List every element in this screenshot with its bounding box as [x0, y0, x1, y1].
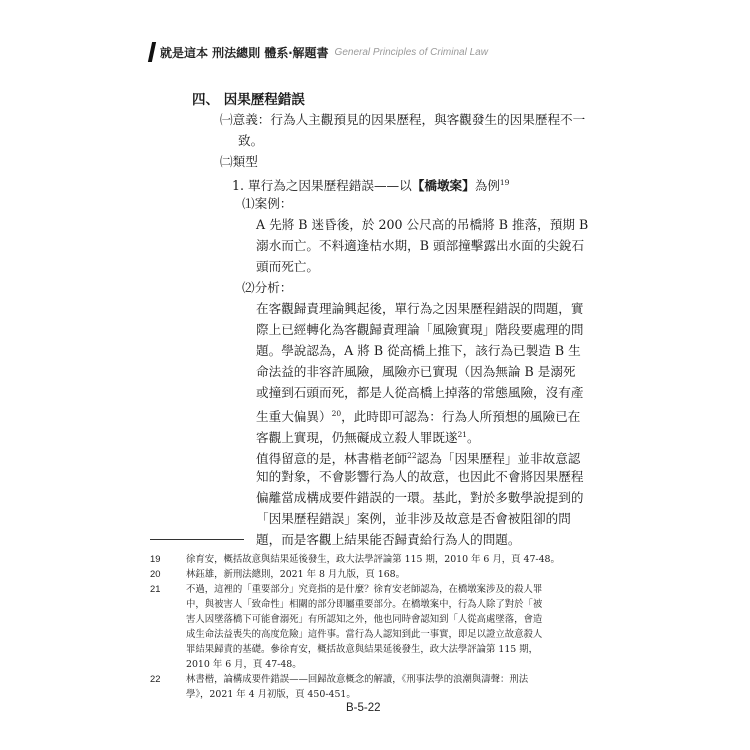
footnote-ref-19[interactable]: 19 [499, 178, 510, 187]
case-label: ⑴案例： [242, 196, 293, 211]
footnote-21-line-6: 2010 年 6 月，頁 47-48。 [186, 659, 302, 670]
definition-line-1: ㈠意義：行為人主觀預見的因果歷程，與客觀發生的因果歷程不一 [220, 112, 586, 127]
analysis-line-9: 知的對象，不會影響行為人的故意，也因此不會將因果歷程 [256, 469, 584, 484]
footnote-22-line-1: 林書楷，論構成要件錯誤——回歸故意概念的解讀，《刑事法學的浪潮與濤聲：刑法 [186, 674, 529, 685]
page-number: B-5-22 [346, 702, 381, 714]
analysis-line-12: 題，而是客觀上結果能否歸責給行為人的問題。 [256, 532, 521, 547]
analysis-line-8-text: 值得留意的是，林書楷老師 [256, 451, 408, 466]
header-subtitle: General Principles of Criminal Law [334, 46, 488, 58]
header-title: 就是這本 刑法總則 體系‧解題書 [160, 45, 329, 60]
footnote-19: 徐育安，概括故意與結果延後發生，政大法學評論第 115 期，2010 年 6 月，頁 47-48。 [186, 554, 560, 565]
footnote-ref-21[interactable]: 21 [457, 430, 468, 439]
analysis-line-8-text-end: 認為「因果歷程」並非故意認 [416, 451, 581, 466]
section-heading: 四、 因果歷程錯誤 [192, 92, 305, 108]
analysis-line-1: 在客觀歸責理論興起後，單行為之因果歷程錯誤的問題，實 [256, 301, 584, 316]
item-1-case-name: 【橋墩案】 [411, 178, 475, 193]
footnote-21-line-5: 罪結果歸責的基礎。參徐育安，概括故意與結果延後發生，政大法學評論第 115 期， [186, 644, 538, 655]
analysis-line-10: 偏離當成構成要件錯誤的一環。基此，對於多數學說提到的 [256, 490, 584, 505]
analysis-line-6-text-end: ，此時即可認為：行為人所預想的風險已在 [341, 409, 581, 424]
footnote-separator [150, 539, 244, 540]
analysis-label: ⑵分析： [242, 280, 293, 295]
footnote-21-line-4: 成生命法益喪失的高度危險」這件事。當行為人認知到此一事實，即足以證立故意殺人 [186, 629, 543, 640]
analysis-line-3: 題。學說認為，A 將 B 從高橋上推下，該行為已製造 B 生 [256, 343, 581, 358]
footnote-22-line-2: 學》，2021 年 4 月初版，頁 450-451。 [186, 689, 356, 700]
header-mark-icon [148, 42, 156, 62]
definition-line-2: 致。 [238, 133, 264, 148]
footnote-ref-20[interactable]: 20 [331, 409, 342, 418]
item-1-text-end: 為例 [474, 178, 500, 193]
case-line-2: 溺水而亡。不料適逢枯水期，B 頭部撞擊露出水面的尖銳石 [256, 238, 585, 253]
footnote-21-line-2: 中，與被害人「致命性」相關的部分即屬重要部分。在橋墩案中，行為人除了對於「被 [186, 599, 543, 610]
footnote-20: 林鈺雄，新刑法總則，2021 年 8 月九版，頁 168。 [186, 569, 406, 580]
case-line-3: 頭而死亡。 [256, 259, 319, 274]
item-1-text: 1. 單行為之因果歷程錯誤——以 [232, 178, 412, 193]
analysis-line-5: 或撞到石頭而死，都是人從高橋上掉落的常態風險，沒有產 [256, 385, 584, 400]
case-line-1: A 先將 B 迷昏後，於 200 公尺高的吊橋將 B 推落，預期 B [256, 217, 589, 232]
footnote-21-line-3: 害人因墜落橋下可能會溺死」有所認知之外，他也同時會認知到「人從高處墜落，會造 [186, 614, 543, 625]
footnote-21-line-1: 不過，這裡的「重要部分」究竟指的是什麼？徐育安老師認為，在橋墩案涉及的殺人罪 [186, 584, 543, 595]
footnote-ref-22[interactable]: 22 [407, 451, 417, 460]
analysis-line-2: 際上已經轉化為客觀歸責理論「風險實現」階段要處理的問 [256, 322, 584, 337]
analysis-line-6-text: 生重大偏異） [256, 409, 332, 424]
analysis-line-11: 「因果歷程錯誤」案例，並非涉及故意是否會被阻卻的問 [256, 511, 571, 526]
types-label: ㈡類型 [220, 154, 258, 169]
analysis-line-4: 命法益的非容許風險，風險亦已實現（因為無論 B 是溺死 [256, 364, 576, 379]
footnote-number-20: 20 [150, 568, 161, 579]
footnote-number-22: 22 [150, 673, 161, 684]
footnote-number-19: 19 [150, 553, 161, 564]
analysis-line-7-text: 客觀上實現，仍無礙成立殺人罪既遂 [256, 430, 458, 445]
running-header [150, 42, 488, 62]
analysis-line-7-text-end: 。 [467, 430, 480, 445]
footnote-number-21: 21 [150, 583, 161, 594]
